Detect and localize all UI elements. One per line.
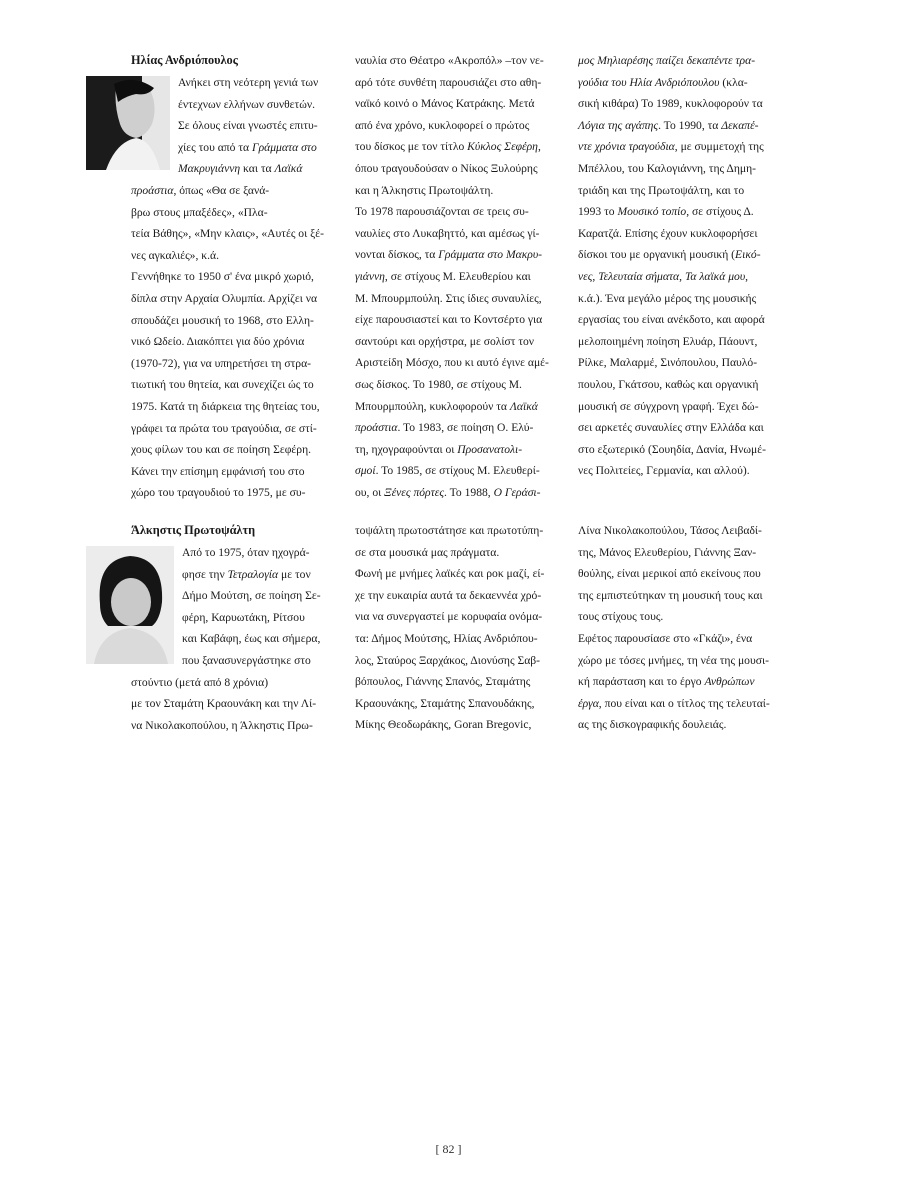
text-line: και Καβάφη, έως και σήμερα, bbox=[182, 632, 321, 646]
text-line: ας της δισκογραφικής δουλειάς. bbox=[578, 718, 727, 732]
text-line: είχε παρουσιαστεί και το Κοντσέρτο για bbox=[355, 313, 543, 327]
text-line: ναυλίες στο Λυκαβηττό, και αμέσως γί- bbox=[355, 226, 540, 240]
text-line: προάστια. Το 1983, σε ποίηση Ο. Ελύ- bbox=[355, 421, 534, 435]
text-line: ναυλία στο Θέατρο «Ακροπόλ» –τον νε- bbox=[355, 54, 544, 67]
text-line: φέρη, Καρυωτάκη, Ρίτσου bbox=[182, 610, 305, 624]
column-2 bbox=[355, 50, 558, 503]
text-line: σαντούρι και ορχήστρα, με σολίστ τον bbox=[355, 334, 535, 348]
text-line: Μ. Μπουρμπούλη. Στις ίδιες συναυλίες, bbox=[355, 291, 542, 305]
text-line: μος Μηλιαρέσης παίζει δεκαπέντε τρα- bbox=[578, 54, 756, 67]
text-line: της, Μάνος Ελευθερίου, Γιάννης Ξαν- bbox=[578, 545, 757, 559]
author-heading: Ηλίας Ανδριόπουλος bbox=[131, 53, 238, 67]
text-column-2 bbox=[355, 520, 558, 736]
text-line: τοψάλτη πρωτοστάτησε και πρωτοτύπη- bbox=[355, 524, 544, 537]
text-line: νικό Ωδείο. Διακόπτει για δύο χρόνια bbox=[131, 335, 305, 349]
text-line: εργασίας του είναι ανέκδοτο, και αφορά bbox=[578, 313, 765, 327]
text-line: έργα, που είναι και ο τίτλος της τελευταί- bbox=[578, 696, 770, 710]
text-line: Κάνει την επίσημη εμφάνισή του στο bbox=[131, 464, 305, 478]
portrait-photo-andriopoulos bbox=[86, 76, 170, 170]
text-line: χους φίλων του και σε ποίηση Σεφέρη. bbox=[131, 443, 312, 457]
text-line: νες Πολιτείες, Γερμανία, και αλλού). bbox=[578, 464, 750, 478]
text-line: τιωτική του θητεία, και συνεχίζει ώς το bbox=[131, 378, 314, 392]
text-line: σει αρκετές συναυλίες στην Ελλάδα και bbox=[578, 421, 764, 435]
text-line: τριάδη και της Πρωτοψάλτη, και το bbox=[578, 183, 745, 197]
text-line: ου, οι Ξένες πόρτες. Το 1988, Ο Γεράσι- bbox=[355, 485, 541, 499]
text-line: Μπέλλου, του Καλογιάννη, της Δημη- bbox=[578, 161, 757, 175]
text-line: χώρο με τόσες μνήμες, τη νέα της μουσι- bbox=[578, 653, 769, 667]
text-line: τεία Βάθης», «Μην κλαις», «Αυτές οι ξέ- bbox=[131, 227, 325, 241]
text-line: σως δίσκος. Το 1980, σε στίχους Μ. bbox=[355, 377, 522, 391]
text-line: στο εξωτερικό (Σουηδία, Δανία, Ηνωμέ- bbox=[578, 442, 766, 456]
text-line: βρω στους μπαξέδες», «Πλα- bbox=[131, 205, 268, 219]
column-2 bbox=[355, 520, 558, 736]
text-line: προάστια, όπως «Θα σε ξανά- bbox=[131, 183, 270, 197]
text-line: Φωνή με μνήμες λαϊκές και ροκ μαζί, εί- bbox=[355, 567, 545, 581]
text-line: και η Άλκηστις Πρωτοψάλτη. bbox=[355, 183, 494, 197]
text-column-3 bbox=[578, 50, 774, 482]
text-line: χίες του από τα Γράμματα στο bbox=[178, 140, 317, 154]
text-line: Ρίλκε, Μαλαρμέ, Σινόπουλου, Παυλό- bbox=[578, 356, 758, 370]
text-line: ναϊκό κοινό ο Μάνος Κατράκης. Μετά bbox=[355, 97, 535, 111]
text-line: Το 1978 παρουσιάζονται σε τρεις συ- bbox=[355, 205, 529, 219]
text-line: 1993 το Μουσικό τοπίο, σε στίχους Δ. bbox=[578, 205, 754, 219]
author-heading: Άλκηστις Πρωτοψάλτη bbox=[131, 523, 256, 537]
text-line: Μίκης Θεοδωράκης, Goran Bregovic, bbox=[355, 718, 532, 732]
text-line: 1975. Κατά τη διάρκεια της θητείας του, bbox=[131, 399, 320, 413]
text-line: Μπουρμπούλη, κυκλοφορούν τα Λαϊκά bbox=[355, 399, 538, 413]
text-line: έντεχνων ελλήνων συνθετών. bbox=[178, 97, 315, 111]
text-line: τα: Δήμος Μούτσης, Ηλίας Ανδριόπου- bbox=[355, 631, 538, 645]
text-line: δίπλα στην Αρχαία Ολυμπία. Αρχίζει να bbox=[131, 291, 318, 305]
text-line: βόπουλος, Γιάννης Σπανός, Σταμάτης bbox=[355, 675, 531, 689]
text-line: νες, Τελευταία σήματα, Τα λαϊκά μου, bbox=[578, 269, 749, 283]
text-line: αρό τότε συνθέτη παρουσιάζει στο αθη- bbox=[355, 75, 542, 89]
text-column-2 bbox=[355, 50, 558, 503]
text-line: με τον Σταμάτη Κραουνάκη και την Λί- bbox=[131, 697, 317, 711]
text-line: από ένα χρόνο, κυκλοφορεί ο πρώτος bbox=[355, 118, 530, 132]
text-line: ντε χρόνια τραγούδια, με συμμετοχή της bbox=[578, 140, 764, 154]
text-line: Δήμο Μούτση, σε ποίηση Σε- bbox=[182, 589, 321, 603]
text-line: μουσική σε σύγχρονη γραφή. Έχει δώ- bbox=[578, 399, 759, 413]
text-line: τους στίχους τους. bbox=[578, 610, 664, 624]
text-line: πουλου, Γκάτσου, καθώς και οργανική bbox=[578, 377, 759, 391]
text-line: Λίνα Νικολακοπούλου, Τάσος Λειβαδί- bbox=[578, 524, 762, 537]
text-line: να Νικολακοπούλου, η Άλκηστις Πρω- bbox=[131, 718, 313, 732]
text-line: Σε όλους είναι γνωστές επιτυ- bbox=[178, 119, 318, 133]
column-1 bbox=[131, 50, 335, 504]
text-line: όπου τραγουδούσαν ο Νίκος Ξυλούρης bbox=[355, 161, 538, 175]
text-line: λος, Σταύρος Ξαρχάκος, Διονύσης Σαβ- bbox=[355, 653, 541, 667]
text-line: νονται δίσκος, τα Γράμματα στο Μακρυ- bbox=[355, 248, 543, 262]
text-line: Μακρυγιάννη και τα Λαϊκά bbox=[178, 162, 303, 176]
column-3 bbox=[578, 50, 774, 482]
text-line: στούντιο (μετά από 8 χρόνια) bbox=[131, 675, 269, 689]
text-line: Καρατζά. Επίσης έχουν κυκλοφορήσει bbox=[578, 226, 758, 240]
text-line: Κραουνάκης, Σταμάτης Σπανουδάκης, bbox=[355, 696, 535, 710]
text-line: του δίσκος με τον τίτλο Κύκλος Σεφέρη, bbox=[355, 140, 541, 154]
text-line: μελοποιημένη ποίηση Ελυάρ, Πάουντ, bbox=[578, 334, 758, 348]
text-line: κ.ά.). Ένα μεγάλο μέρος της μουσικής bbox=[578, 291, 757, 305]
page-number: [ 82 ] bbox=[435, 1142, 462, 1156]
text-line: γούδια του Ηλία Ανδριόπουλου (κλα- bbox=[578, 75, 748, 89]
text-line: Λόγια της αγάπης. Το 1990, τα Δεκαπέ- bbox=[578, 118, 759, 132]
text-line: Γεννήθηκε το 1950 σ' ένα μικρό χωριό, bbox=[131, 270, 314, 284]
text-line: (1970-72), για να υπηρετήσει τη στρα- bbox=[131, 356, 312, 370]
text-line: Αριστείδη Μόσχο, που κι αυτό έγινε αμέ- bbox=[355, 356, 549, 370]
text-line: θούλης, είναι μερικοί από εκείνους που bbox=[578, 567, 761, 581]
text-line: σε στα μουσικά μας πράγματα. bbox=[355, 545, 500, 559]
text-line: Εφέτος παρουσίασε στο «Γκάζι», ένα bbox=[578, 631, 753, 645]
text-line: τη, ηχογραφούνται οι Προσανατολι- bbox=[355, 442, 523, 456]
text-line: σπουδάζει μουσική το 1968, στο Ελλη- bbox=[131, 313, 314, 327]
text-line: της εμπιστεύτηκαν τη μουσική τους και bbox=[578, 588, 763, 602]
text-line: Από το 1975, όταν ηχογρά- bbox=[182, 546, 310, 559]
text-line: Ανήκει στη νεότερη γενιά των bbox=[178, 76, 319, 89]
portrait-photo-protopsalti bbox=[86, 546, 174, 664]
text-line: χε την ευκαιρία αυτά τα δεκαεννέα χρό- bbox=[355, 588, 542, 602]
column-3 bbox=[578, 520, 774, 736]
text-line: χώρο του τραγουδιού το 1975, με συ- bbox=[131, 486, 306, 500]
text-line: νια να συνεργαστεί με κορυφαία ονόμα- bbox=[355, 610, 543, 624]
text-line: που ξανασυνεργάστηκε στο bbox=[182, 653, 311, 667]
column-1 bbox=[131, 520, 335, 736]
text-line: φησε την Τετραλογία με τον bbox=[182, 567, 311, 581]
text-line: νες αγκαλιές», κ.ά. bbox=[131, 248, 219, 262]
text-line: γράφει τα πρώτα του τραγούδια, σε στί- bbox=[131, 421, 317, 435]
text-line: δίσκοι του με οργανική μουσική (Εικό- bbox=[578, 248, 761, 262]
text-line: κή παράσταση και το έργο Ανθρώπων bbox=[578, 675, 755, 689]
text-column-3 bbox=[578, 520, 774, 736]
text-line: σική κιθάρα) Το 1989, κυκλοφορούν τα bbox=[578, 97, 763, 111]
text-line: σμοί. Το 1985, σε στίχους Μ. Ελευθερί- bbox=[355, 464, 540, 478]
text-line: γιάννη, σε στίχους Μ. Ελευθερίου και bbox=[355, 269, 531, 283]
